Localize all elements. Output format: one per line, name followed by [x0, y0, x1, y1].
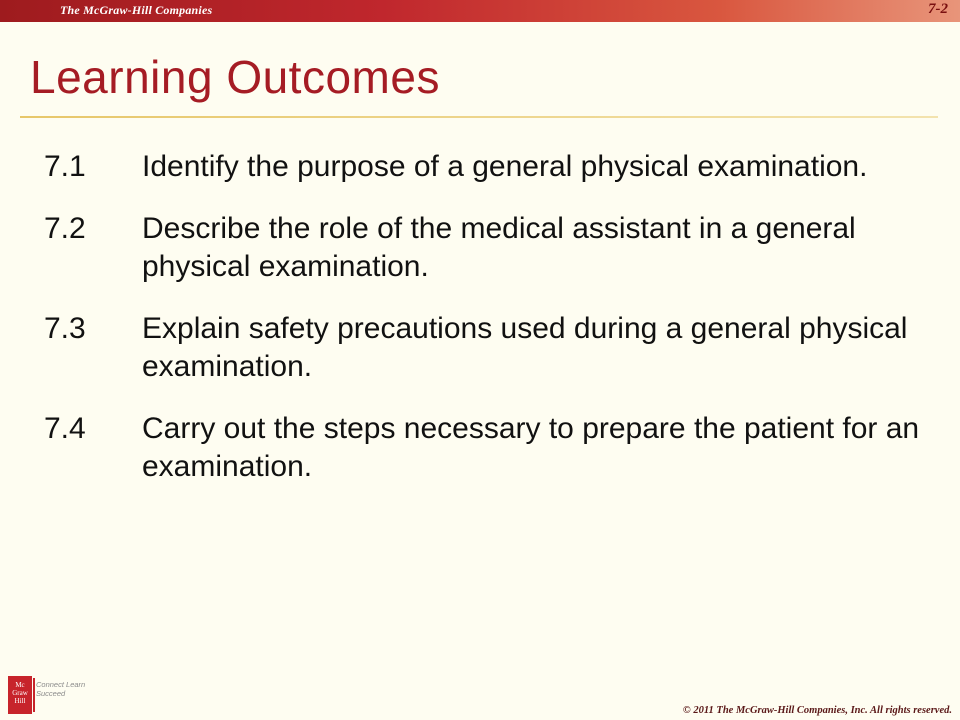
outcome-number: 7.1 [44, 150, 86, 183]
copyright-notice: © 2011 The McGraw-Hill Companies, Inc. All rights reserved. [682, 705, 952, 716]
title-underline [20, 116, 938, 118]
outcome-item [44, 210, 924, 286]
outcome-text: Explain safety precautions used during a general physical examination. [142, 312, 908, 383]
outcome-number: 7.4 [44, 412, 86, 445]
outcome-item [44, 410, 924, 486]
mcgraw-hill-logo [8, 676, 108, 714]
logo-mark: Mc Graw Hill [8, 676, 32, 714]
header-bar [0, 0, 960, 22]
outcome-text: Identify the purpose of a general physical examination. [142, 150, 868, 183]
outcome-text: Describe the role of the medical assistant in a general physical examination. [142, 212, 856, 283]
outcome-item [44, 310, 924, 386]
logo-tagline: Connect Learn Succeed [36, 680, 86, 698]
outcome-text: Carry out the steps necessary to prepare the patient for an examination. [142, 412, 920, 483]
outcome-number: 7.3 [44, 312, 86, 345]
outcome-number: 7.2 [44, 212, 86, 245]
slide-number: 7-2 [928, 1, 948, 17]
slide-title: Learning Outcomes [30, 51, 440, 103]
logo-divider [33, 678, 35, 712]
outcomes-list [44, 148, 924, 510]
outcome-item [44, 148, 924, 186]
brand-name: The McGraw-Hill Companies [60, 3, 213, 17]
